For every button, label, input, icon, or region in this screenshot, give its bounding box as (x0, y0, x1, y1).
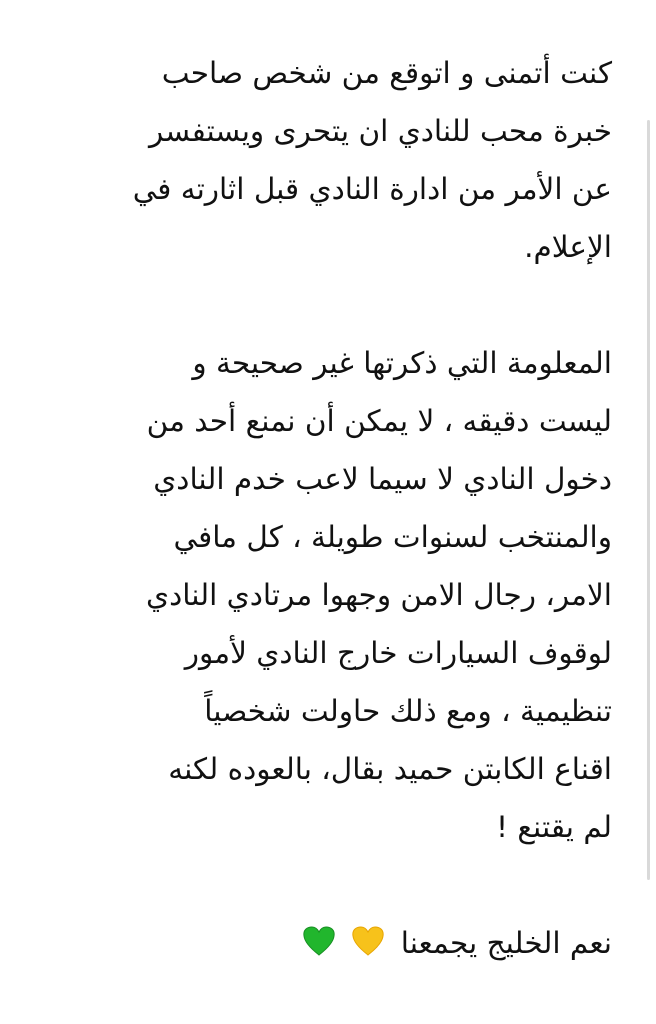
text-line: اقناع الكابتن حميد بقال، بالعوده لكنه (168, 752, 612, 786)
green-heart-shape (304, 927, 334, 955)
yellow-heart-icon (351, 925, 385, 957)
paragraph-gap (42, 856, 612, 914)
closing-line (42, 914, 612, 976)
text-line: لوقوف السيارات خارج النادي لأمور (184, 636, 612, 670)
heart-emojis (296, 918, 385, 976)
paragraph-2 (42, 334, 612, 856)
text-line: دخول النادي لا سيما لاعب خدم النادي (153, 462, 612, 496)
text-line: خبرة محب للنادي ان يتحرى ويستفسر (148, 114, 612, 148)
text-line: تنظيمية ، ومع ذلك حاولت شخصياً (204, 694, 612, 728)
text-line: ليست دقيقه ، لا يمكن أن نمنع أحد من (146, 404, 612, 438)
closing-wrapper (42, 914, 612, 976)
message-body (42, 44, 612, 976)
text-line: كنت أتمنى و اتوقع من شخص صاحب (161, 56, 612, 90)
closing-text: نعم الخليج يجمعنا (400, 926, 612, 960)
text-line: الامر، رجال الامن وجهوا مرتادي النادي (145, 578, 612, 612)
green-heart-icon (302, 925, 336, 957)
text-line: والمنتخب لسنوات طويلة ، كل مافي (173, 520, 612, 554)
paragraph-gap (42, 276, 612, 334)
paragraph-1 (42, 44, 612, 276)
text-line: عن الأمر من ادارة النادي قبل اثارته في (132, 172, 612, 206)
scrollbar[interactable] (647, 120, 650, 880)
text-line: لم يقتنع ! (496, 810, 612, 844)
yellow-heart-shape (353, 927, 383, 955)
text-line: المعلومة التي ذكرتها غير صحيحة و (192, 346, 612, 380)
text-line: الإعلام. (524, 230, 612, 264)
